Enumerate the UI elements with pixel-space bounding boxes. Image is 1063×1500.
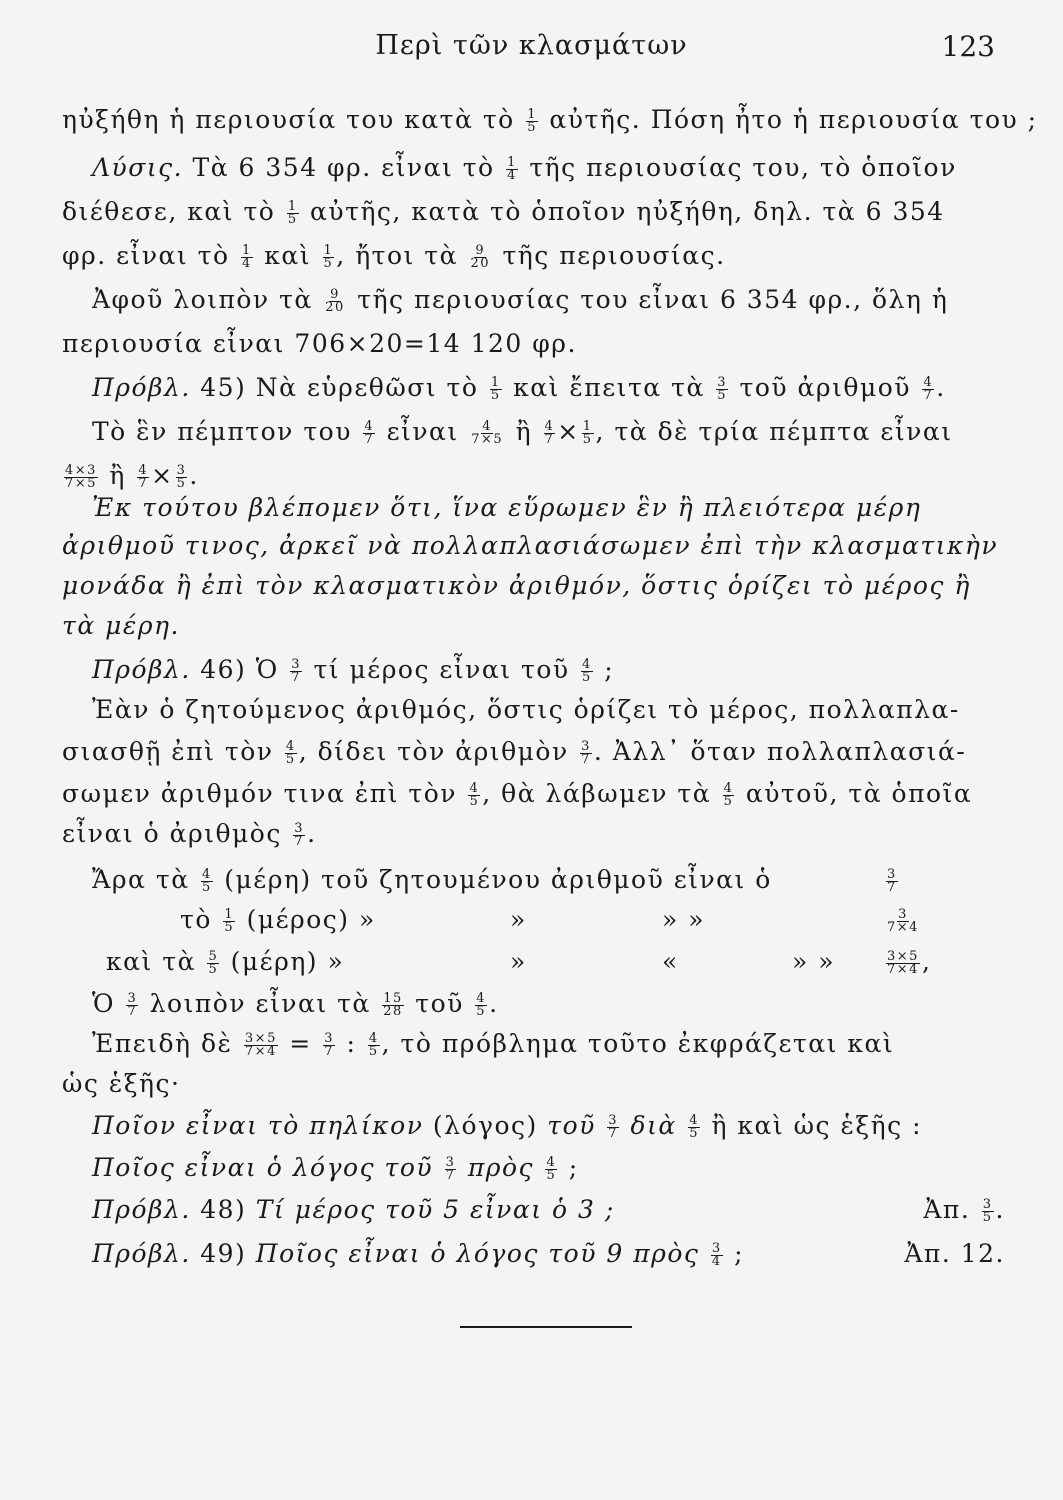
fraction: $\frac{1}{5}$ [287,199,298,227]
text-line: Λύσις. Τὰ 6 354 φρ. εἶναι τὸ $\frac{1}{4}$ τῆς περιουσίας του, τὸ ὁποῖον [92,153,957,183]
text-line: περιουσία εἶναι 706×20=14 120 φρ. [62,329,577,358]
fraction: $\frac{4}{7}$ [544,419,555,447]
text-line: $\frac{4\times 3}{7\times 5}$ ἢ $\frac{4}{7}$ × $\frac{3}{5}$ . [65,461,199,491]
text-line: μονάδα ἢ ἐπὶ τὸν κλασματικὸν ἀριθμόν, ὅστις ὁρίζει τὸ μέρος ἢ [62,571,971,600]
text-line: Πρόβλ. 45) Νὰ εὑρεθῶσι τὸ $\frac{1}{5}$ καὶ ἔπειτα τὰ $\frac{3}{5}$ τοῦ ἀριθμοῦ $\frac{4}{7}$ . [92,373,946,403]
running-title: Περὶ τῶν κλασμάτων [375,30,688,61]
text-line: εἶναι ὁ ἀριθμὸς $\frac{3}{7}$ . [62,819,317,849]
fraction: $\frac{3\times 5}{7\times 4}$ [887,949,919,977]
fraction: $\frac{4}{7}$ [364,419,375,447]
text-line: Πρόβλ. 46) Ὁ $\frac{3}{7}$ τί μέρος εἶναι τοῦ $\frac{4}{5}$ ; [92,655,615,685]
fraction: $\frac{3}{7}$ [581,739,591,767]
text-line: Πρόβλ. 49) Ποῖος εἶναι ὁ λόγος τοῦ 9 πρὸς $\frac{3}{4}$ ; Ἀπ. 12. [92,1239,1005,1269]
fraction: $\frac{4}{5}$ [285,739,296,767]
fraction: $\frac{15}{28}$ [383,991,403,1019]
fraction: $\frac{4}{5}$ [368,1031,379,1059]
fraction: $\frac{3}{7}$ [445,1155,456,1183]
fraction: $\frac{4}{5}$ [469,781,480,809]
fraction: $\frac{4}{5}$ [202,867,212,895]
text-line: Τὸ ἓν πέμπτον του $\frac{4}{7}$ εἶναι $\frac{4}{7\times 5}$ ἢ $\frac{4}{7}$ × $\frac{1}{5}$ , τὰ δὲ τρία πέμπτα εἶναι [92,417,953,447]
fraction: $\frac{4}{5}$ [689,1113,700,1141]
text-line: Ἐκ τούτου βλέπομεν ὅτι, ἵνα εὕρωμεν ἓν ἢ πλειότερα μέρη [92,493,922,522]
fraction: $\frac{4}{5}$ [546,1155,557,1183]
fraction: $\frac{4}{7}$ [138,463,149,491]
text-line: τὰ μέρη. [62,611,180,640]
fraction: $\frac{4}{5}$ [723,781,734,809]
text-line: Ὁ $\frac{3}{7}$ λοιπὸν εἶναι τὰ $\frac{15}{28}$ τοῦ $\frac{4}{5}$ . [92,989,499,1019]
fraction: $\frac{1}{5}$ [582,419,593,447]
text-line: Ἀφοῦ λοιπὸν τὰ $\frac{9}{20}$ τῆς περιουσίας του εἶναι 6 354 φρ., ὅλη ἡ [92,285,949,315]
text-line: ὡς ἑξῆς· [62,1069,181,1098]
fraction: $\frac{3}{5}$ [982,1197,993,1225]
fraction: $\frac{4}{5}$ [582,657,592,685]
fraction: $\frac{9}{20}$ [325,287,345,315]
page-header [60,30,1003,70]
table-row: Ἄρα τὰ $\frac{4}{5}$ (μέρη) τοῦ ζητουμένου ἀριθμοῦ εἶναι ὁ $\frac{3}{7}$ [92,865,897,895]
fraction: $\frac{1}{5}$ [490,375,501,403]
text-line: διέθεσε, καὶ τὸ $\frac{1}{5}$ αὐτῆς, κατὰ τὸ ὁποῖον ηὐξήθη, δηλ. τὰ 6 354 [62,197,945,227]
fraction: $\frac{1}{4}$ [507,155,517,183]
fraction: $\frac{3\times 5}{7\times 4}$ [244,1031,277,1059]
fraction: $\frac{4}{7}$ [923,375,934,403]
text-line: σιασθῇ ἐπὶ τὸν $\frac{4}{5}$ , δίδει τὸν ἀριθμὸν $\frac{3}{7}$ . Ἀλλ᾽ ὅταν πολλαπλασιά- [62,737,967,767]
fraction: $\frac{1}{5}$ [323,243,334,271]
fraction: $\frac{3}{4}$ [711,1241,722,1269]
fraction: $\frac{3}{5}$ [176,463,187,491]
fraction: $\frac{3}{5}$ [717,375,728,403]
fraction: $\frac{4}{7\times 5}$ [471,419,504,447]
text-line: σωμεν ἀριθμόν τινα ἐπὶ τὸν $\frac{4}{5}$ , θὰ λάβωμεν τὰ $\frac{4}{5}$ αὐτοῦ, τὰ ὁποῖα [62,779,973,809]
text-line: Ποῖον εἶναι τὸ πηλίκον (λόγος) τοῦ $\frac{3}{7}$ διὰ $\frac{4}{5}$ ἢ καὶ ὡς ἑξῆς : [92,1111,923,1141]
text-line: Ἐπειδὴ δὲ $\frac{3\times 5}{7\times 4}$ = $\frac{3}{7}$ : $\frac{4}{5}$ , τὸ πρόβλημα τοῦτο ἐκφράζεται καὶ [92,1029,895,1059]
fraction: $\frac{1}{4}$ [242,243,252,271]
fraction: $\frac{5}{5}$ [208,949,219,977]
fraction: $\frac{1}{5}$ [224,907,235,935]
fraction: $\frac{4\times 3}{7\times 5}$ [65,463,97,491]
text-line: Ποῖος εἶναι ὁ λόγος τοῦ $\frac{3}{7}$ πρὸς $\frac{4}{5}$ ; [92,1153,579,1183]
text-line: Ἐὰν ὁ ζητούμενος ἀριθμός, ὅστις ὁρίζει τὸ μέρος, πολλαπλα- [92,695,960,724]
text-line: φρ. εἶναι τὸ $\frac{1}{4}$ καὶ $\frac{1}{5}$ , ἤτοι τὰ $\frac{9}{20}$ τῆς περιουσίας. [62,241,726,271]
fraction: $\frac{3}{7}$ [127,991,138,1019]
fraction: $\frac{1}{5}$ [527,107,537,135]
text-line: ηὐξήθη ἡ περιουσία του κατὰ τὸ $\frac{1}{5}$ αὐτῆς. Πόση ἦτο ἡ περιουσία του ; [62,105,1038,135]
fraction: $\frac{3}{7}$ [608,1113,619,1141]
fraction: $\frac{3}{7\times 4}$ [887,907,919,935]
fraction: $\frac{9}{20}$ [470,243,491,271]
text-line: ἀριθμοῦ τινος, ἀρκεῖ νὰ πολλαπλασιάσωμεν ἐπὶ τὴν κλασματικὴν [62,531,999,560]
book-page: Περὶ τῶν κλασμάτων 123 ηὐξήθη ἡ περιουσία του κατὰ τὸ $\frac{1}{5}$ αὐτῆς. Πόση ἦτο ἡ περιουσία του ; Λύσις. Τὰ 6 354 φρ. εἶναι τὸ $\frac{1}{4}$ τῆς περιουσίας του, τὸ ὁποῖον διέθεσε, καὶ τὸ $\frac{1}{5}$ αὐτῆς, κατὰ τὸ ὁποῖον ηὐξήθη, δηλ. τὰ 6 354 φρ. εἶναι τὸ $\frac{1}{4}$ καὶ $\frac{1}{5}$ , ἤτοι τὰ $\frac{9}{20}$ τῆς περιουσίας. Ἀφοῦ λοιπὸν τὰ $\frac{9}{20}$ τῆς περιουσίας του εἶναι 6 354 φρ., ὅλη ἡ περιουσία εἶναι 706×20=14 120 φρ. Πρόβλ. 45) Νὰ εὑρεθῶσι τὸ $\frac{1}{5}$ καὶ ἔπειτα τὰ $\frac{3}{5}$ τοῦ ἀριθμοῦ $\frac{4}{7}$ . Τὸ ἓν πέμπτον του $\frac{4}{7}$ εἶναι $\frac{4}{7\times 5}$ ἢ $\frac{4}{7}$ × $\frac{1}{5}$ , τὰ δὲ τρία πέμπτα εἶναι $\frac{4\times 3}{7\times 5}$ ἢ $\frac{4}{7}$ × $\frac{3}{5}$ . Ἐκ τούτου βλέπομεν ὅτι, ἵνα εὕρωμεν ἓν ἢ πλειότερα μέρη ἀριθμοῦ τινος, ἀρκεῖ νὰ πολλαπλασιάσωμεν ἐπὶ τὴν κλασματικὴν μονάδα ἢ ἐπὶ τὸν κλασματικὸν ἀριθμόν, ὅστις ὁρίζει τὸ μέρος ἢ τὰ μέρη. Πρόβλ. 46) Ὁ $\frac{3}{7}$ τί μέρος εἶναι τοῦ $\frac{4}{5}$ ; Ἐὰν ὁ ζητούμενος ἀριθμός, ὅστις ὁρίζει τὸ μέρος, πολλαπλα- σιασθῇ ἐπὶ τὸν $\frac{4}{5}$ , δίδει τὸν ἀριθμὸν $\frac{3}{7}$ . Ἀλλ᾽ ὅταν πολλαπλασιά- σωμεν ἀριθμόν τινα ἐπὶ τὸν $\frac{4}{5}$ , θὰ λάβωμεν τὰ $\frac{4}{5}$ αὐτοῦ, τὰ ὁποῖα εἶναι ὁ ἀριθμὸς $\frac{3}{7}$ . Ἄρα τὰ $\frac{4}{5}$ (μέρη) τοῦ ζητουμένου ἀριθμοῦ εἶναι ὁ $\frac{3}{7}$ τὸ $\frac{1}{5}$ (μέρος) » » » » $\frac{3}{7\times 4}$ καὶ τὰ $\frac{5}{5}$ (μέρη) » » « » » $\frac{3\times 5}{7\times 4}$ , Ὁ $\frac{3}{7}$ λοιπὸν εἶναι τὰ $\frac{15}{28}$ τοῦ $\frac{4}{5}$ . Ἐπειδὴ δὲ $\frac{3\times 5}{7\times 4}$ = $\frac{3}{7}$ : $\frac{4}{5}$ , τὸ πρόβλημα τοῦτο ἐκφράζεται καὶ ὡς ἑξῆς· Ποῖον εἶναι τὸ πηλίκον (λόγος) τοῦ $\frac{3}{7}$ διὰ $\frac{4}{5}$ ἢ καὶ ὡς ἑξῆς : Ποῖος εἶναι ὁ λόγος τοῦ $\frac{3}{7}$ πρὸς $\frac{4}{5}$ ; Πρόβλ. 48) Τί μέρος τοῦ 5 εἶναι ὁ 3 ; Ἀπ. $\frac{3}{5}$ . Πρόβλ. 49) Ποῖος εἶναι ὁ λόγος τοῦ 9 πρὸς $\frac{3}{4}$ ; Ἀπ. 12. [0,0,1063,1500]
fraction: $\frac{3}{7}$ [294,821,305,849]
fraction: $\frac{4}{5}$ [476,991,487,1019]
page-number: 123 [941,30,995,63]
section-divider [460,1326,632,1328]
fraction: $\frac{3}{7}$ [887,867,897,895]
fraction: $\frac{3}{7}$ [291,657,301,685]
fraction: $\frac{3}{7}$ [324,1031,334,1059]
text-line: Πρόβλ. 48) Τί μέρος τοῦ 5 εἶναι ὁ 3 ; Ἀπ. $\frac{3}{5}$ . [92,1195,1005,1225]
